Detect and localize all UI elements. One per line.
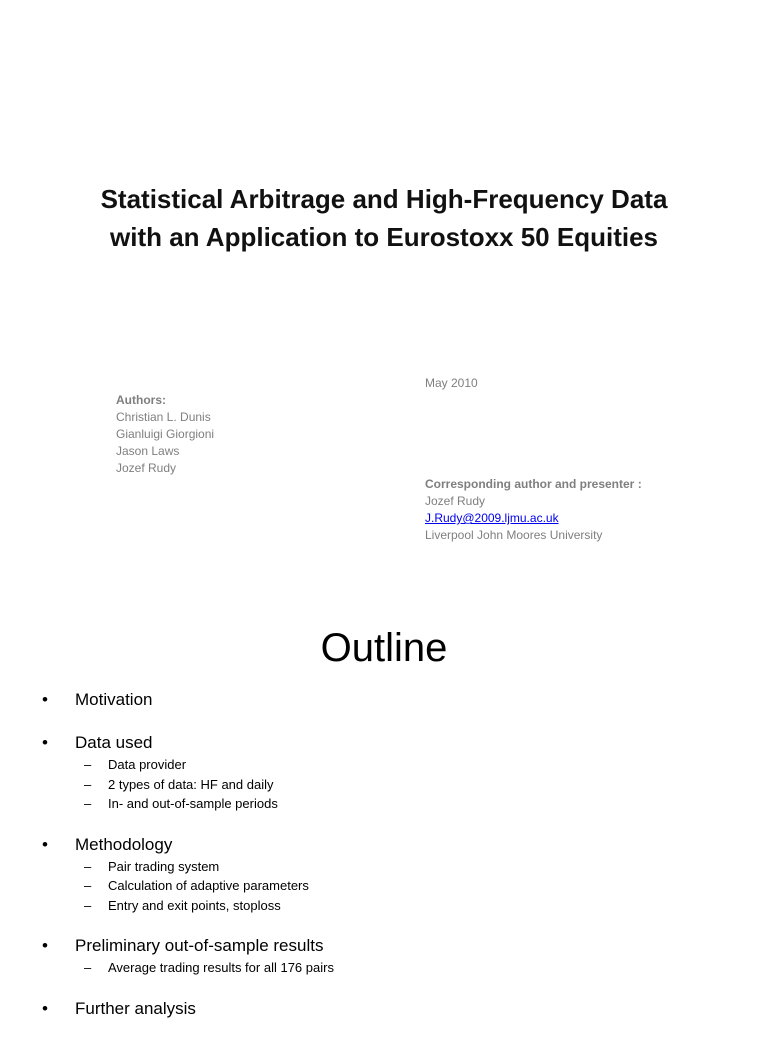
- sub-bullet-label: Pair trading system: [108, 858, 220, 874]
- author-name: Jason Laws: [116, 444, 180, 458]
- sub-bullet-label: Average trading results for all 176 pairs: [108, 960, 334, 975]
- bullet-row: [42, 731, 742, 755]
- sub-bullet-list: [42, 857, 742, 916]
- bullet-label: Motivation: [75, 690, 153, 709]
- bullet-label: Preliminary out-of-sample results: [75, 936, 324, 955]
- sub-bullet-item: [84, 958, 742, 978]
- author-name: Jozef Rudy: [116, 461, 177, 475]
- outline-bullet-item: [42, 688, 742, 712]
- outline-title: Outline: [320, 626, 448, 670]
- presentation-title: [40, 180, 728, 256]
- outline-bullet-item: [42, 997, 742, 1021]
- bullet-point-icon: •: [42, 936, 48, 955]
- bullet-label: Data used: [75, 733, 153, 752]
- sub-bullet-label: 2 types of data: HF and daily: [108, 776, 274, 792]
- bullet-point-icon: •: [42, 733, 48, 752]
- dash-icon: –: [84, 878, 92, 893]
- sub-bullet-item: [84, 857, 742, 877]
- dash-icon: –: [84, 757, 92, 772]
- dash-icon: –: [84, 858, 92, 874]
- outline-bullet-item: [42, 731, 742, 814]
- sub-bullet-list: [42, 958, 742, 978]
- bullet-point-icon: •: [42, 834, 48, 854]
- bullet-label: Methodology: [75, 834, 173, 854]
- author-name: Gianluigi Giorgioni: [116, 427, 215, 441]
- dash-icon: –: [84, 960, 92, 975]
- author-name: Christian L. Dunis: [116, 410, 211, 424]
- bullet-row: [42, 934, 742, 958]
- sub-bullet-item: [84, 755, 742, 775]
- sub-bullet-item: [84, 775, 742, 795]
- sub-bullet-item: [84, 896, 742, 916]
- corresponding-heading: Corresponding author and presenter :: [425, 477, 642, 491]
- bullet-point-icon: •: [42, 998, 48, 1018]
- date-and-contact-block: [425, 375, 642, 544]
- university-name: Liverpool John Moores University: [425, 528, 603, 542]
- presentation-date: May 2010: [425, 376, 478, 390]
- dash-icon: –: [84, 796, 92, 811]
- bullet-row: [42, 833, 742, 857]
- bullet-point-icon: •: [42, 690, 48, 709]
- outline-bullet-item: [42, 833, 742, 916]
- outline-bullet-list: [42, 688, 742, 1040]
- dash-icon: –: [84, 776, 92, 792]
- bullet-label: Further analysis: [75, 998, 196, 1018]
- corresponding-name: Jozef Rudy: [425, 494, 486, 508]
- title-line-2: with an Application to Eurostoxx 50 Equities: [110, 222, 658, 252]
- sub-bullet-label: Entry and exit points, stoploss: [108, 897, 281, 913]
- outline-bullet-item: [42, 934, 742, 978]
- sub-bullet-label: Calculation of adaptive parameters: [108, 878, 309, 893]
- sub-bullet-label: Data provider: [108, 757, 187, 772]
- title-line-1: Statistical Arbitrage and High-Frequency Data: [100, 184, 668, 214]
- bullet-row: [42, 688, 742, 712]
- authors-heading: Authors:: [116, 393, 166, 407]
- authors-block: [116, 392, 214, 477]
- bullet-row: [42, 997, 742, 1021]
- sub-bullet-item: [84, 876, 742, 896]
- sub-bullet-list: [42, 755, 742, 814]
- outline-slide: [0, 590, 768, 1024]
- sub-bullet-label: In- and out-of-sample periods: [108, 796, 278, 811]
- sub-bullet-item: [84, 794, 742, 814]
- email-link[interactable]: J.Rudy@2009.ljmu.ac.uk: [425, 511, 559, 525]
- dash-icon: –: [84, 897, 92, 913]
